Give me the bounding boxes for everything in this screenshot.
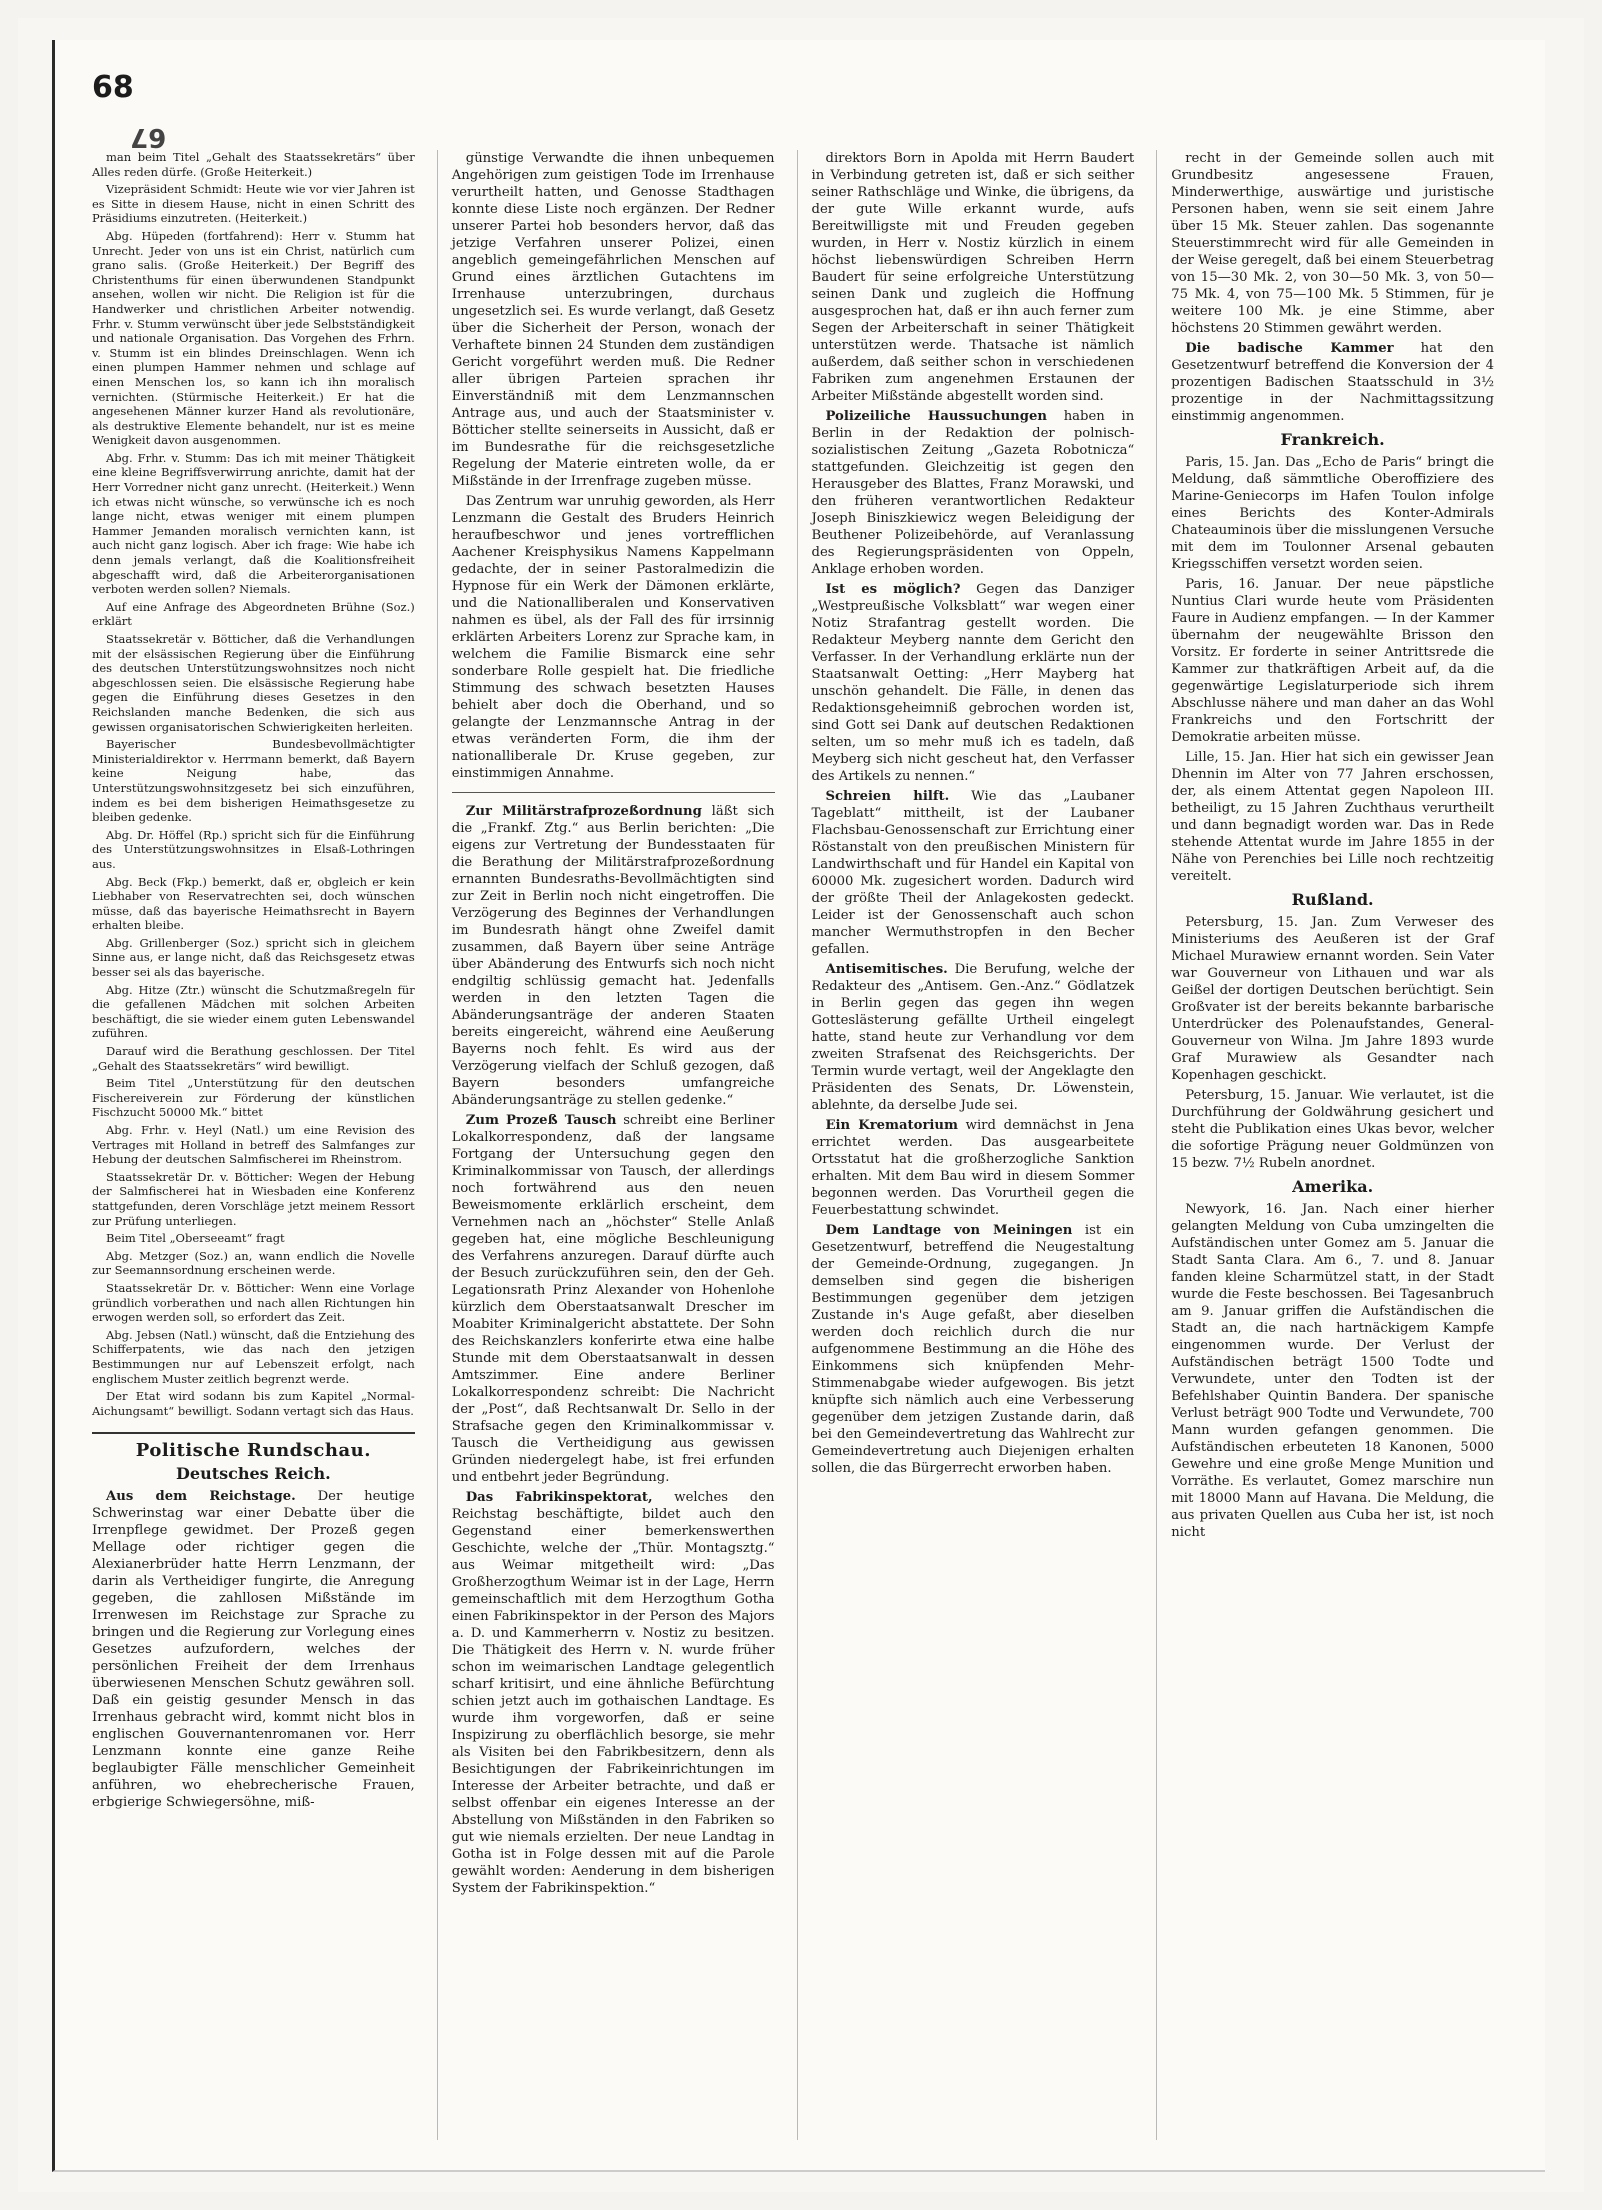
paragraph: man beim Titel „Gehalt des Staatssekretärs“ über Alles reden dürfe. (Große Heiterkeit.): [92, 150, 415, 179]
paragraph: Darauf wird die Berathung geschlossen. Der Titel „Gehalt des Staatssekretärs“ wird bewilligt.: [92, 1044, 415, 1073]
column-3: [797, 150, 1139, 2140]
paragraph: Staatssekretär Dr. v. Bötticher: Wegen der Hebung der Salmfischerei hat in Wiesbaden eine Konferenz stattgefunden, deren Vorschläge jetzt meinem Ressort zur Prüfung unterliegen.: [92, 1169, 415, 1228]
article-headline: Antisemitisches.: [825, 962, 948, 977]
article-headline: Zur Militärstrafprozeßordnung: [465, 804, 702, 819]
article: [812, 788, 1135, 958]
article: [92, 1488, 415, 1811]
article-headline: Die badische Kammer: [1185, 341, 1394, 356]
column-4: [1156, 150, 1498, 2140]
column-1: [88, 150, 419, 2140]
paragraph: Paris, 16. Januar. Der neue päpstliche Nuntius Clari wurde heute vom Präsidenten Faure in Audienz empfangen. — In der Kammer übernahm der neugewählte Brisson den Vorsitz. Er forderte in seiner Antrittsrede die Kammer zur thatkräftigen Arbeit auf, da die gegenwärtige Legislaturperiode sich ihrem Abschlusse nähere und man daher an das Wohl Frankreichs und den Fortschritt der Demokratie arbeiten müsse.: [1171, 577, 1494, 745]
subsection-title: Frankreich.: [1280, 430, 1385, 449]
article-body: Die Berufung, welche der Redakteur des „Antisem. Gen.-Anz.“ Gödlatzek in Berlin gegen das gegen ihn wegen Gotteslästerung gefällte Urtheil eingelegt hatte, stand heute zur Verhandlung vor dem zweiten Strafsenat des Reichsgerichts. Der Termin wurde vertagt, weil der Angeklagte den Präsidenten des Senats, Dr. Löwenstein, ablehnte, da derselbe Jude sei.: [811, 962, 1135, 1113]
paragraph: Beim Titel „Oberseeamt“ fragt: [106, 1231, 285, 1246]
paragraph: Bayerischer Bundesbevollmächtigter Ministerialdirektor v. Herrmann bemerkt, daß Bayern keine Neigung habe, das Unterstützungswohnsitzgesetz bei sich einzuführen, indem es bei dem bisherigen Heimathsgesetze zu bleiben gedenke.: [92, 737, 415, 825]
paragraph: Auf eine Anfrage des Abgeordneten Brühne (Soz.) erklärt: [92, 599, 415, 629]
article: [812, 1222, 1135, 1477]
paragraph: Petersburg, 15. Jan. Zum Verweser des Ministeriums des Aeußeren ist der Graf Michael Murawiew ernannt worden. Sein Vater war Gouverneur von Lithauen und war als Geißel der dortigen Deutschen berüchtigt. Sein Großvater ist der bereits bekannte barbarische Unterdrücker des Polenaufstandes, General-Gouverneur von Wilna. Jm Jahre 1893 wurde Graf Murawiew als Gesandter nach Kopenhagen geschickt.: [1171, 915, 1494, 1083]
paragraph: Staatssekretär Dr. v. Bötticher: Wenn eine Vorlage gründlich vorberathen und nach allen Richtungen hin erwogen werden soll, so erfordert das Zeit.: [92, 1280, 415, 1325]
paragraph: Abg. Grillenberger (Soz.) spricht sich in gleichem Sinne aus, er lange nicht, daß das Reichsgesetz etwas besser sei als das bayerische.: [92, 935, 415, 980]
paragraph: Lille, 15. Jan. Hier hat sich ein gewisser Jean Dhennin im Alter von 77 Jahren erschossen, der, als einem Attentat gegen Napoleon III. betheiligt, zu 15 Jahren Zuchthaus verurtheilt und dann begnadigt worden war. Das in Rede stehende Attentat wurde im Jahre 1855 in der Nähe von Perenchies bei Lille noch rechtzeitig vereitelt.: [1171, 750, 1494, 884]
article-body: Wie das „Laubaner Tageblatt“ mittheilt, ist der Laubaner Flachsbau-Genossenschaft zur Errichtung einer Röstanstalt von den preußischen Ministern für Landwirthschaft und für Handel ein Kapital von 60000 Mk. zugesichert worden. Dadurch wird der größte Theil der Anlagekosten gedeckt. Leider ist der Genossenschaft auch schon mancher Wermuthstropfen in den Becher gefallen.: [811, 789, 1135, 957]
article-body: hat den Gesetzentwurf betreffend die Konversion der 4 prozentigen Badischen Staatsschuld in 3½ prozentige in der Nachmittagssitzung einstimmig angenommen.: [1171, 341, 1494, 424]
page-number-stamp: 67: [130, 122, 167, 152]
paragraph: Beim Titel „Unterstützung für den deutschen Fischereiverein zur Förderung der künstlichen Fischzucht 50000 Mk.“ bittet: [92, 1076, 415, 1120]
article-body: Gegen das Danziger „Westpreußische Volksblatt“ war wegen einer Notiz Strafantrag gestellt worden. Die Redakteur Meyberg nannte dem Gericht den Verfasser. In der Verhandlung erklärte nun der Staatsanwalt Oetting: „Herr Mayberg hat unschön gehandelt. Die Fälle, in denen das Redaktionsgeheimniß gebrochen worden ist, sind Gott sei Dank auf deutschen Redaktionen selten, um so mehr muß ich es tadeln, daß Meyberg sich nicht gescheut hat, den Verfasser des Artikels zu nennen.“: [811, 582, 1135, 784]
article: [812, 408, 1135, 578]
subsection-title: Rußland.: [1291, 890, 1374, 909]
article-headline: Polizeiliche Haussuchungen: [825, 409, 1047, 424]
paragraph: Der Etat wird sodann bis zum Kapitel „Normal-Aichungsamt“ bewilligt. Sodann vertagt sich das Haus.: [92, 1389, 415, 1418]
paragraph: Abg. Metzger (Soz.) an, wann endlich die Novelle zur Seemannsordnung erscheinen werde.: [92, 1248, 415, 1278]
article-headline: Zum Prozeß Tausch: [465, 1113, 617, 1128]
page-number: 68: [92, 70, 134, 105]
paragraph: recht in der Gemeinde sollen auch mit Grundbesitz angesessene Frauen, Minderwerthige, auswärtige und juristische Personen haben, wenn sie seit einem Jahre über 15 Mk. Steuer zahlen. Das sogenannte Steuerstimmrecht wird für alle Gemeinden in der Weise geregelt, daß bei einem Steuerbetrag von 15—30 Mk. 2, von 30—50 Mk. 3, von 50—75 Mk. 4, von 75—100 Mk. 5 Stimmen, für je weitere 100 Mk. je eine Stimme, aber höchstens 20 Stimmen gewährt werden.: [1171, 151, 1494, 336]
paragraph: direktors Born in Apolda mit Herrn Baudert in Verbindung getreten ist, daß er sich seither seiner Rathschläge und Winke, die übrigens, da der gute Wille erkannt wurde, aufs Bereitwilligste mit und Freuden gegeben wurden, in Herr v. Nostiz kürzlich in einem höchst liebenswürdigen Schreiben Herrn Baudert für seine erfolgreiche Unterstützung seinen Dank und zugleich die Hoffnung ausgesprochen hat, daß er ihn auch ferner zum Segen der Arbeiterschaft in seiner Thätigkeit unterstützen werde. Thatsache ist nämlich außerdem, daß seither schon in verschiedenen Fabriken zum angenehmen Erstaunen der Arbeiter Mißstände abgestellt worden sind.: [811, 151, 1135, 404]
article-headline: Schreien hilft.: [825, 789, 950, 804]
article-body: ist ein Gesetzentwurf, betreffend die Neugestaltung der Gemeinde-Ordnung, zugegangen. Jn demselben sind gegen die bisherigen Bestimmungen gegenüber dem jetzigen Zustande in's Auge gefaßt, aber dieselben werden doch reichlich durch die nur aufgenommene Bestimmung an die Höhe des Einkommens sich knüpfenden Mehr-Stimmenabgabe wieder aufgewogen. Bis jetzt knüpfte sich nämlich auch eine Verbesserung gegenüber dem jetzigen Zustande darin, daß bei den Gemeindevertretung das Wahlrecht zur Gemeindevertretung auch Diejenigen erhalten sollen, die das Bürgerrecht erworben haben.: [811, 1223, 1135, 1476]
paragraph: Abg. Jebsen (Natl.) wünscht, daß die Entziehung des Schifferpatents, wie das nach den jetzigen Bestimmungen nur auf Lebenszeit erfolgt, nach englischem Muster zeitlich begrenzt werde.: [92, 1327, 415, 1386]
divider: [452, 792, 775, 793]
paragraph: Abg. Dr. Höffel (Rp.) spricht sich für die Einführung des Unterstützungswohnsitzes in Elsaß-Lothringen aus.: [92, 827, 415, 871]
paragraph: Newyork, 16. Jan. Nach einer hierher gelangten Meldung von Cuba umzingelten die Aufständischen unter Gomez am 5. Januar die Stadt Santa Clara. Am 6., 7. und 8. Januar fanden kleine Scharmützel statt, in der Stadt wurde die Feste beschossen. Bei Tagesanbruch am 9. Januar griffen die Aufständischen die Stadt an, die nach hartnäckigem Kampfe eingenommen wurde. Der Verlust der Aufständischen beträgt 1500 Todte und Verwundete, unter den Todten ist der Befehlshaber Quintin Bandera. Der spanische Verlust beträgt 900 Todte und Verwundete, 700 Mann wurden gefangen genommen. Die Aufständischen erbeuteten 18 Kanonen, 5000 Gewehre und eine große Menge Munition und Vorräthe. Es verlautet, Gomez marschire nun mit 18000 Mann auf Havana. Die Meldung, die aus privaten Quellen aus Cuba her ist, ist noch nicht: [1171, 1202, 1494, 1540]
article: [812, 1117, 1135, 1219]
article-body: haben in Berlin in der Redaktion der polnisch-sozialistischen Zeitung „Gazeta Robotnicza“ stattgefunden. Gleichzeitig ist gegen den Herausgeber des Blattes, Franz Morawski, und den früheren verantwortlichen Redakteur Joseph Biniszkiewicz wegen Beleidigung der Beuthener Polizeibehörde, auf Veranlassung des Regierungspräsidenten von Oppeln, Anklage erhoben worden.: [811, 409, 1135, 577]
paragraph: Paris, 15. Jan. Das „Echo de Paris“ bringt die Meldung, daß sämmtliche Oberoffiziere des Marine-Geniecorps im Hafen Toulon infolge eines Berichts des Konter-Admirals Chateauminois über die misslungenen Versuche mit dem im Toulonner Arsenal gebauten Kriegsschiffen versetzt worden seien.: [1171, 455, 1494, 572]
paragraph: Abg. Frhr. v. Stumm: Das ich mit meiner Thätigkeit eine kleine Begriffsverwirrung anrichte, damit hat der Herr Vorredner nicht ganz unrecht. (Heiterkeit.) Wenn ich etwas nicht wünsche, so verwünsche ich es noch lange nicht, etwas weniger mit einem plumpen Hammer Jemanden moralisch vernichten kann, ist auch nicht ganz logisch. Aber ich frage: Wie habe ich denn jemals verlangt, daß die Koalitionsfreiheit abgeschafft wird, daß die Arbeiterorganisationen verboten werden sollen? Niemals.: [92, 450, 415, 597]
text-columns: [88, 150, 1498, 2140]
article: [812, 581, 1135, 785]
subsection-title: Deutsches Reich.: [176, 1464, 331, 1484]
subsection-title: Amerika.: [1292, 1177, 1374, 1196]
paragraph: Abg. Frhr. v. Heyl (Natl.) um eine Revision des Vertrages mit Holland in betreff des Salmfanges zur Hebung der deutschen Salmfischerei im Rheinstrom.: [92, 1123, 415, 1167]
article-headline: Ist es möglich?: [825, 582, 961, 597]
column-2: [437, 150, 779, 2140]
article-body: wird demnächst in Jena errichtet werden. Das ausgearbeitete Ortsstatut hat die großherzogliche Sanktion erhalten. Mit dem Bau wird in diesem Sommer begonnen werden. Das Vorurtheil gegen die Feuerbestattung schwindet.: [811, 1118, 1135, 1218]
section-title: Politische Rundschau.: [92, 1432, 415, 1459]
paragraph: Petersburg, 15. Januar. Wie verlautet, ist die Durchführung der Goldwährung gesichert und steht die Publikation eines Ukas bevor, welcher die sofortige Prägung neuer Goldmünzen von 15 bezw. 7½ Rubeln anordnet.: [1171, 1088, 1494, 1171]
article-headline: Dem Landtage von Meiningen: [825, 1223, 1073, 1238]
article-headline: Ein Krematorium: [825, 1118, 958, 1133]
reichstag-protocol: [92, 150, 415, 1418]
paragraph: Abg. Hüpeden (fortfahrend): Herr v. Stumm hat Unrecht. Jeder von uns ist ein Christ, natürlich cum grano salis. (Große Heiterkeit.) Der Begriff des Christenthums für einen überwundenen Standpunkt ansehen, wollen wir nicht. Die Religion ist für die Handwerker und christlichen Arbeiter notwendig. Frhr. v. Stumm verwünscht über jede Selbstständigkeit und nationale Organisation. Das Vorgehen des Frhrn. v. Stumm ist ein blindes Dreinschlagen. Wenn ich einen plumpen Hammer nehmen und schlage auf einen Menschen los, so kann ich ihn moralisch vernichten. (Stürmische Heiterkeit.) Er hat die angesehenen Männer kurzer Hand als revolutionäre, als destruktive Elemente behandelt, nur ist es meine Wenigkeit davon ausgenommen.: [92, 228, 415, 448]
article-body: schreibt eine Berliner Lokalkorrespondenz, daß der langsame Fortgang der Untersuchung gegen den Kriminalkommissar von Tausch, der allerdings noch fortwährend aus den neuen Beweismomente erklärlich erscheint, dem Vernehmen nach an „höchster“ Stelle Anlaß gegeben hat, eine mögliche Beschleunigung des Verfahrens anzuregen. Darauf dürfte auch der Besuch zurückzuführen sein, den der Geh. Legationsrath Prinz Alexander von Hohenlohe kürzlich dem Oberstaatsanwalt Drescher im Moabiter Kriminalgericht abstattete. Der Sohn des Reichskanzlers konferirte etwa eine halbe Stunde mit dem Oberstaatsanwalt in dessen Amtszimmer. Eine andere Berliner Lokalkorrespondenz schreibt: Die Nachricht der „Post“, daß Rechtsanwalt Dr. Sello in der Strafsache gegen den Kriminalkommissar v. Tausch die Vertheidigung aus gewissen Gründen niedergelegt habe, ist frei erfunden und entbehrt jeder Begründung.: [451, 1113, 775, 1485]
paragraph: Das Zentrum war unruhig geworden, als Herr Lenzmann die Gestalt des Bruders Heinrich heraufbeschwor und jenes vortrefflichen Aachener Kreisphysikus Namens Kappelmann gedachte, der in seiner Pastoralmedizin die Hypnose für ein Werk der Dämonen erklärte, und die Nationalliberalen und Konservativen nahmen es übel, als der Fall des für irrsinnig erklärten Arbeiters Lorenz zur Sprache kam, in welchem die Familie Bismarck eine sehr sonderbare Rolle gespielt hat. Die friedliche Stimmung des schwach besetzten Hauses behielt aber doch die Oberhand, und so gelangte der Lenzmannsche Antrag in der etwas veränderten Form, die ihm der nationalliberale Dr. Kruse gegeben, zur einstimmigen Annahme.: [451, 494, 775, 781]
article-headline: Das Fabrikinspektorat,: [465, 1490, 653, 1505]
article-body: welches den Reichstag beschäftigte, bildet auch den Gegenstand einer bemerkenswerthen Geschichte, welche der „Thür. Montagsztg.“ aus Weimar mitgetheilt wird: „Das Großherzogthum Weimar ist in der Lage, Herrn gemeinschaftlich mit dem Herzogthum Gotha einen Fabrikinspektor in der Person des Majors a. D. und Kammerherrn v. Nostiz zu besitzen. Die Thätigkeit des Herrn v. N. wurde früher schon im weimarischen Landtage gelegentlich scharf kritisirt, und eine ähnliche Befürchtung schien jetzt auch im gothaischen Landtage. Es wurde ihm vorgeworfen, daß er seine Inspizirung zu oberflächlich besorge, sie mehr als Visiten bei den Fabrikbesitzern, denn als Besichtigungen der Fabrikeinrichtungen im Interesse der Arbeiter betrachte, und daß er selbst offenbar ein eigenes Interesse an der Abstellung von Mißständen in den Fabriken so gut wie niemals erzielten. Der neue Landtag in Gotha ist in Folge dessen mit auf die Parole gewählt worden: Aenderung in dem bisherigen System der Fabrikinspektion.“: [451, 1490, 775, 1896]
article-body: läßt sich die „Frankf. Ztg.“ aus Berlin berichten: „Die eigens zur Vertretung der Bundesstaaten für die Berathung der Militärstrafprozeßordnung ernannten Bundesraths-Bevollmächtigten sind zur Zeit in Berlin noch nicht eingetroffen. Die Verzögerung des Beginnes der Verhandlungen im Bundesrath hängt ohne Zweifel damit zusammen, daß Bayern über seine Anträge über Abänderung des Entwurfs sich noch nicht endgiltig schlüssig gemacht hat. Jedenfalls werden in den letzten Tagen die Abänderungsanträge der anderen Staaten bereits eingereicht, während eine Aeußerung Bayerns noch fehlt. Es wird aus der Verzögerung vielfach der Schluß gezogen, daß Bayern besonders umfangreiche Abänderungsanträge zu stellen gedenke.“: [451, 804, 775, 1108]
article: [1171, 340, 1494, 425]
paragraph: Abg. Hitze (Ztr.) wünscht die Schutzmaßregeln für die gefallenen Mädchen mit solchen Arbeiten beschäftigt, die sie wieder einem guten Lebenswandel zuführen.: [92, 982, 415, 1041]
paragraph: Abg. Beck (Fkp.) bemerkt, daß er, obgleich er kein Liebhaber von Reservatrechten sei, doch wünschen müsse, daß das bayerische Heimathsrecht in Bayern erhalten bleibe.: [92, 874, 415, 933]
paragraph: Staatssekretär v. Bötticher, daß die Verhandlungen mit der elsässischen Regierung über die Einführung des deutschen Unterstützungswohnsitzes noch nicht abgeschlossen seien. Die elsässische Regierung habe gegen die Einführung dieses Gesetzes in den Reichslanden manche Bedenken, die sich aus gewissen organisatorischen Schwierigkeiten herleiten.: [92, 632, 415, 734]
article-headline: Aus dem Reichstage.: [106, 1489, 296, 1505]
article: [452, 803, 775, 1109]
article: [452, 1489, 775, 1897]
paragraph: Vizepräsident Schmidt: Heute wie vor vier Jahren ist es Sitte in diesem Hause, nicht in einen Schritt des Präsidiums einzutreten. (Heiterkeit.): [92, 182, 415, 226]
article: [812, 961, 1135, 1114]
article: [452, 1112, 775, 1486]
paragraph: günstige Verwandte die ihnen unbequemen Angehörigen zum geistigen Tode im Irrenhause verurtheilt hatten, und Genosse Stadthagen konnte diese Liste noch ergänzen. Der Redner unserer Partei hob besonders hervor, daß das jetzige Verfahren unserer Polizei, einen angeblich gemeingefährlichen Menschen auf Grund eines ärztlichen Gutachtens im Irrenhause unterzubringen, durchaus ungesetzlich sei. Es wurde verlangt, daß Gesetz über die Sicherheit der Person, wonach der Verhaftete binnen 24 Stunden dem zuständigen Gericht vorgeführt werden muß. Die Redner aller übrigen Parteien sprachen ihr Einverständniß mit dem Lenzmannschen Antrage aus, und auch der Staatsminister v. Bötticher stellte seinerseits in Aussicht, daß er im Bundesrathe für die reichsgesetzliche Regelung der Materie eintreten wolle, da er Mißstände in der Irrenfrage zugeben müsse.: [451, 151, 775, 489]
article-body: Der heutige Schwerinstag war einer Debatte über die Irrenpflege gewidmet. Der Prozeß gegen Mellage oder richtiger gegen die Alexianerbrüder hatte Herrn Lenzmann, der darin als Vertheidiger fungirte, die Anregung gegeben, die zahllosen Mißstände im Irrenwesen im Reichstage zur Sprache zu bringen und die Regierung zur Vorlegung eines Gesetzes aufzufordern, welches der persönlichen Freiheit der dem Irrenhaus überwiesenen Menschen Schutz gewähren soll. Daß ein geistig gesunder Mensch in das Irrenhaus gebracht wird, kommt nicht blos in englischen Gouvernantenromanen vor. Herr Lenzmann konnte eine ganze Reihe beglaubigter Fälle menschlicher Gemeinheit anführen, wo ehebrecherische Frauen, erbgierige Schwiegersöhne, miß-: [92, 1489, 415, 1811]
